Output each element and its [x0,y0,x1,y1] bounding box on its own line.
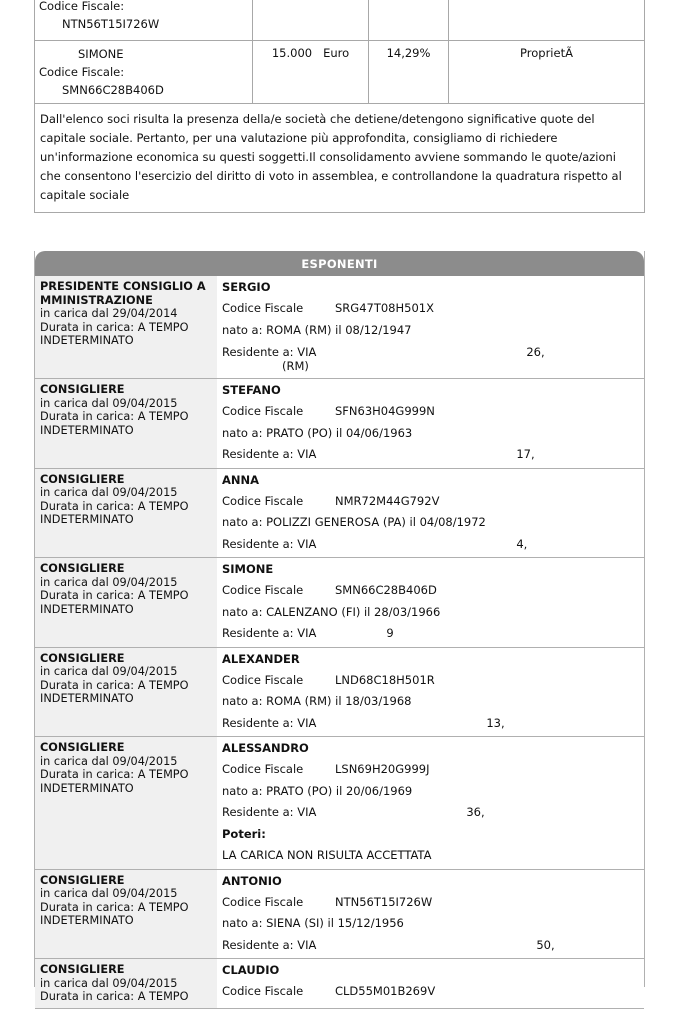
shareholder-cell [35,0,253,40]
officer-since: in carica dal 09/04/2015 [40,754,178,768]
officer-row [35,737,644,870]
officer-tax-code-line [222,401,640,423]
born-label: nato a: [222,694,263,708]
residence-number: 13, [486,715,505,730]
officer-detail-cell [217,648,644,737]
officer-role: CONSIGLIERE [40,873,125,887]
officer-birth: PRATO (PO) il 20/06/1969 [266,783,413,798]
officer-role: CONSIGLIERE [40,383,125,396]
officer-role-cell [35,558,217,647]
officer-detail-cell [217,379,644,468]
officer-since: in carica dal 09/04/2015 [40,665,178,679]
officer-tax-code-line [222,759,640,781]
born-label: nato a: [222,783,263,798]
officer-since: in carica dal 09/04/2015 [40,575,178,589]
cf-label: Codice Fiscale [222,583,304,597]
officer-row [35,276,644,379]
shareholder-name: SIMONE [78,47,124,61]
officer-birth: SIENA (SI) il 15/12/1956 [266,916,404,930]
officer-since: in carica dal 09/04/2015 [40,486,178,500]
officer-duration: Durata in carica: A TEMPO INDETERMINATO [40,410,189,437]
cf-label: Codice Fiscale: [39,65,125,79]
officer-role: CONSIGLIERE [40,741,125,754]
officer-birth-line [222,691,640,713]
officer-role: CONSIGLIERE [40,562,125,575]
officer-residence-line [222,935,640,957]
officer-residence-line [222,534,640,556]
officer-name: ANNA [222,472,260,487]
right-type-cell [449,0,644,40]
officer-tax-code-line [222,670,640,692]
officer-detail-cell [217,737,644,869]
tax-code: NTN56T15I726W [62,17,160,31]
officer-birth: CALENZANO (FI) il 28/03/1966 [266,604,441,619]
officer-duration: Durata in carica: A TEMPO INDETERMINATO [40,678,189,706]
residence-street: VIA [297,536,317,551]
officer-birth: ROMA (RM) il 08/12/1947 [266,322,412,337]
cf-label: Codice Fiscale [222,672,304,687]
officer-birth-line [222,913,640,935]
officer-tax-code-line [222,981,640,1003]
quota-value: 15.000 Euro [271,46,350,60]
officer-residence-line [222,623,640,645]
officer-role-cell [35,469,217,558]
table-row [35,0,644,41]
officer-role-cell [35,648,217,737]
born-label: nato a: [222,916,263,930]
residence-label: Residente a: [222,345,294,359]
residence-street: VIA [297,447,317,461]
residence-label: Residente a: [222,805,294,819]
officer-tax-code-line [222,298,640,320]
officer-residence-line [222,341,640,376]
officer-tax-code: CLD55M01B269V [335,984,436,998]
cf-label: Codice Fiscale [222,762,304,776]
officer-since: in carica dal 09/04/2015 [40,396,178,410]
officer-birth-line [222,602,640,624]
officer-name: SIMONE [222,562,274,576]
residence-label: Residente a: [222,536,294,551]
residence-street: VIA [297,345,317,359]
right-type-cell: ProprietÃ [520,46,573,60]
officer-duration: Durata in carica: A TEMPO INDETERMINATO [40,320,189,348]
officer-row [35,558,644,648]
officer-row [35,959,644,1009]
born-label: nato a: [222,322,263,337]
officer-role-cell [35,959,217,1008]
officer-name: SERGIO [222,280,271,294]
officer-name: ALEXANDER [222,651,300,666]
officer-residence-line [222,444,640,466]
officer-birth-line [222,320,640,342]
officer-row [35,379,644,469]
officer-role-cell [35,379,217,468]
powers-label: Poteri: [222,826,266,841]
officer-tax-code: LSN69H20G999J [335,762,430,776]
percent-cell [369,0,449,40]
residence-province: (RM) [282,359,309,373]
officer-detail-cell [217,959,644,1008]
residence-number: 36, [466,805,485,819]
officer-role: CONSIGLIERE [40,472,125,486]
officer-birth-line [222,512,640,534]
cf-label: Codice Fiscale [222,301,304,315]
percent-cell: 14,29% [369,41,449,103]
officer-detail-cell [217,276,644,378]
officer-name: ALESSANDRO [222,741,309,755]
residence-street: VIA [297,715,317,730]
officer-duration: Durata in carica: A TEMPO INDETERMINATO [40,768,189,795]
born-label: nato a: [222,515,263,529]
officer-tax-code: SMN66C28B406D [335,583,437,597]
shareholder-cell [35,41,253,103]
residence-label: Residente a: [222,937,294,952]
officer-tax-code: SRG47T08H501X [335,301,434,315]
residence-number: 26, [526,345,545,359]
officer-birth: PRATO (PO) il 04/06/1963 [266,425,413,440]
residence-number: 9 [386,626,394,640]
officer-row [35,648,644,738]
officer-name: STEFANO [222,383,281,397]
officer-birth: POLIZZI GENEROSA (PA) il 04/08/1972 [266,515,486,529]
cf-label: Codice Fiscale [222,894,304,909]
section-header: ESPONENTI [35,251,644,276]
officers-section [34,251,645,1004]
officer-birth: ROMA (RM) il 18/03/1968 [266,694,412,708]
officer-row [35,870,644,960]
residence-label: Residente a: [222,447,294,461]
officer-duration: Durata in carica: A TEMPO INDETERMINATO [40,589,189,616]
quota-cell [253,0,369,40]
shareholders-note: Dall'elenco soci risulta la presenza della/e società che detiene/detengono significative quote del capitale sociale. Pertanto, per una valutazione più approfondita, consigliamo di richiedere un'informazione economica su questi soggetti.Il consolidamento avviene sommando le quote/azioni che consentono l'esercizio del diritto di voto in assemblea, e controllandone la quadratura rispetto al capitale sociale [35,104,644,213]
residence-number: 4, [516,536,528,551]
officer-role: CONSIGLIERE [40,963,125,976]
residence-street: VIA [297,626,317,640]
residence-label: Residente a: [222,626,294,640]
residence-street: VIA [297,805,317,819]
officer-powers: LA CARICA NON RISULTA ACCETTATA [222,848,432,862]
officer-detail-cell [217,870,644,959]
officer-since: in carica dal 09/04/2015 [40,976,178,990]
officer-role-cell [35,870,217,959]
officer-row [35,469,644,559]
officer-role: CONSIGLIERE [40,651,125,665]
cf-label: Codice Fiscale: [39,0,125,13]
table-row [35,41,644,104]
officer-birth-line [222,423,640,445]
born-label: nato a: [222,604,263,619]
officer-detail-cell [217,469,644,558]
officer-duration: Durata in carica: A TEMPO [40,990,189,1004]
officer-residence-line [222,802,640,824]
officer-tax-code: NTN56T15I726W [335,894,433,909]
residence-number: 50, [536,937,555,952]
tax-code: SMN66C28B406D [62,83,164,97]
officer-tax-code-line [222,580,640,602]
officers-list [35,276,644,1009]
officer-tax-code-line [222,892,640,914]
cf-label: Codice Fiscale [222,404,304,418]
officer-tax-code-line [222,491,640,513]
officer-residence-line [222,713,640,735]
officer-role-cell [35,276,217,378]
officer-duration: Durata in carica: A TEMPO INDETERMINATO [40,900,189,928]
residence-number: 17, [516,447,535,461]
officer-tax-code: SFN63H04G999N [335,404,435,418]
officer-role: PRESIDENTE CONSIGLIO A MMINISTRAZIONE [40,280,206,307]
quota-cell [253,41,369,103]
officer-role-cell [35,737,217,869]
officer-tax-code: LND68C18H501R [335,672,435,687]
officer-birth-line [222,781,640,803]
officer-since: in carica dal 09/04/2015 [40,887,178,901]
officer-name: CLAUDIO [222,963,280,977]
officer-since: in carica dal 29/04/2014 [40,307,178,321]
residence-street: VIA [297,937,317,952]
cf-label: Codice Fiscale [222,493,304,508]
officer-detail-cell [217,558,644,647]
cf-label: Codice Fiscale [222,984,304,998]
officer-duration: Durata in carica: A TEMPO INDETERMINATO [40,499,189,527]
born-label: nato a: [222,425,263,440]
officer-name: ANTONIO [222,873,282,888]
shareholders-table [34,0,645,213]
residence-label: Residente a: [222,715,294,730]
officer-tax-code: NMR72M44G792V [335,493,440,508]
